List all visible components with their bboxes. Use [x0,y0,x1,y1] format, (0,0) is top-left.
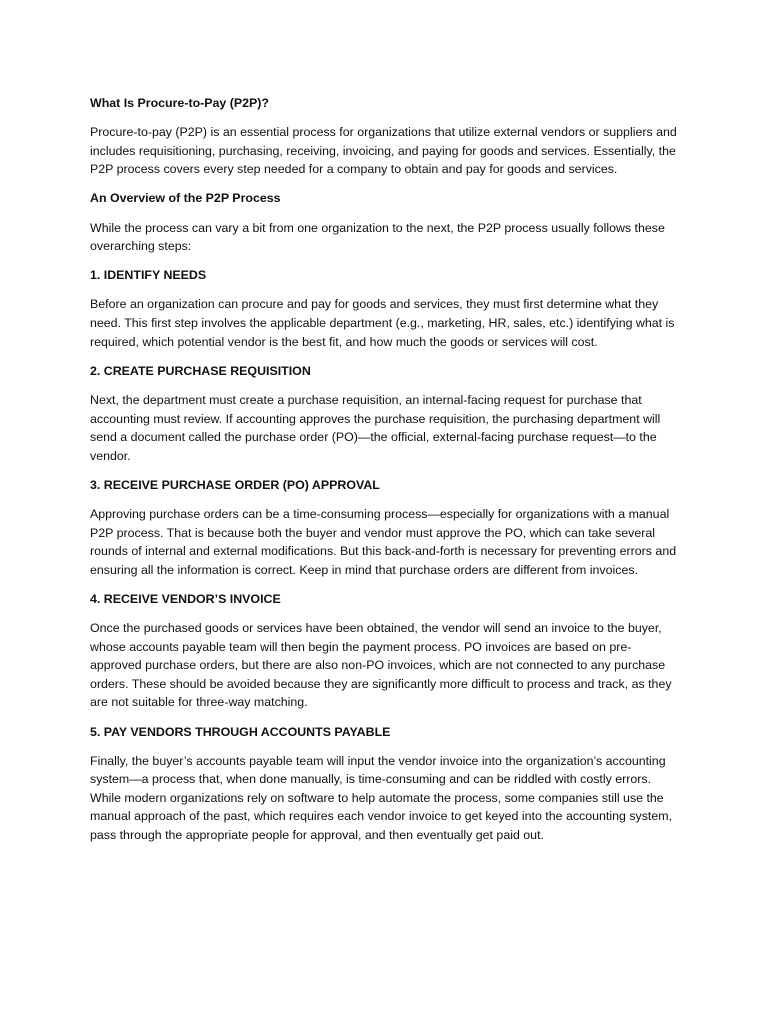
document-body [90,94,682,855]
step-1-paragraph: Before an organization can procure and pay for goods and services, they must first determine what they need. This first step involves the applicable department (e.g., marketing, HR, sales, etc.) identifying what is required, which potential vendor is the best fit, and how much the goods or services will cost. [90,297,675,349]
document-title: What Is Procure-to-Pay (P2P)? [90,96,270,110]
step-3-heading: 3. RECEIVE PURCHASE ORDER (PO) APPROVAL [90,477,380,492]
step-5-paragraph: Finally, the buyer’s accounts payable team will input the vendor invoice into the organization’s accounting system—a process that, when done manually, is time-consuming and can be riddled with costly errors. While modern organizations rely on software to help automate the process, some companies still use the manual approach of the past, which requires each vendor invoice to get keyed into the accounting system, pass through the appropriate people for approval, and then eventually get paid out. [90,753,673,843]
overview-heading: An Overview of the P2P Process [90,191,281,206]
step-2-paragraph: Next, the department must create a purchase requisition, an internal-facing request for purchase that accounting must review. If accounting approves the purchase requisition, the purchasing department will send a document called the purchase order (PO)—the official, external-facing purchase request—to the vendor. [90,392,661,463]
step-4-paragraph: Once the purchased goods or services have been obtained, the vendor will send an invoice to the buyer, whose accounts payable team will then begin the payment process. PO invoices are based on pre-approved purchase orders, but there are also non-PO invoices, which are not connected to any purchase orders. These should be avoided because they are significantly more difficult to process and track, as they are not suitable for three-way matching. [90,621,672,710]
overview-paragraph: While the process can vary a bit from one organization to the next, the P2P process usually follows these overarching steps: [90,220,665,254]
step-3-paragraph: Approving purchase orders can be a time-consuming process—especially for organizations with a manual P2P process. That is because both the buyer and vendor must approve the PO, which can take several rounds of internal and external modifications. But this back-and-forth is necessary for preventing errors and ensuring all the information is correct. Keep in mind that purchase orders are different from invoices. [90,506,677,577]
step-2-heading: 2. CREATE PURCHASE REQUISITION [90,363,311,378]
step-5-heading: 5. PAY VENDORS THROUGH ACCOUNTS PAYABLE [90,724,391,739]
intro-paragraph: Procure-to-pay (P2P) is an essential process for organizations that utilize external vendors or suppliers and includes requisitioning, purchasing, receiving, invoicing, and paying for goods and services. Essentially, the P2P process covers every step needed for a company to obtain and pay for goods and services. [90,125,677,177]
step-4-heading: 4. RECEIVE VENDOR’S INVOICE [90,591,281,606]
step-1-heading: 1. IDENTIFY NEEDS [90,268,207,283]
